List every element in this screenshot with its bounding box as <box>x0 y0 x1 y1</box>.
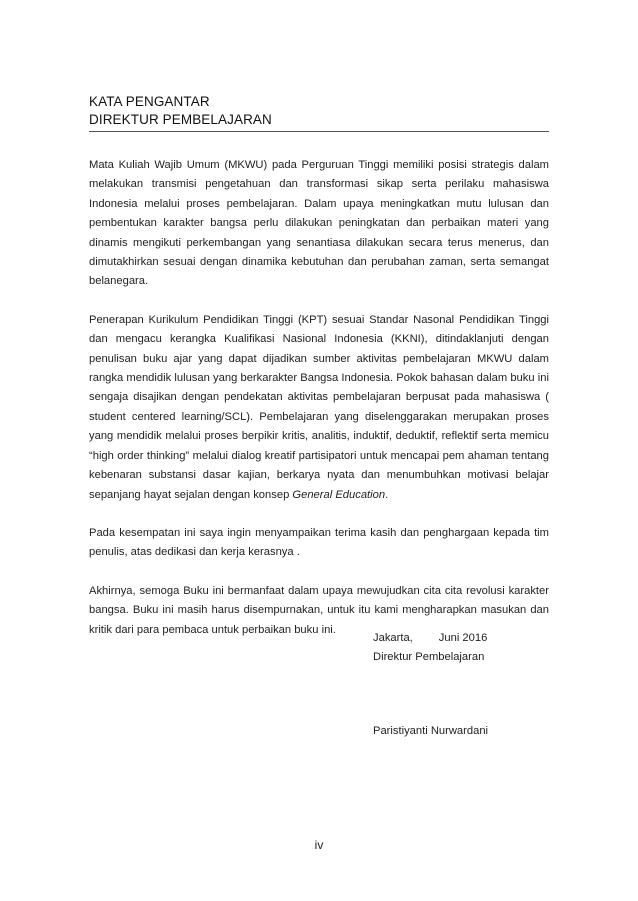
paragraph-4: Akhirnya, semoga Buku ini bermanfaat dalam upaya mewujudkan cita cita revolusi karakter bangsa. Buku ini masih harus disempurnakan, untuk itu kami mengharapkan masukan dan kritik dari para pembaca untuk perbaikan buku ini. <box>89 584 549 636</box>
heading-line-2: DIREKTUR PEMBELAJARAN <box>89 112 272 127</box>
paragraph-1: Mata Kuliah Wajib Umum (MKWU) pada Perguruan Tinggi memiliki posisi strategis dalam melakukan transmisi pengetahuan dan transformasi sikap serta perilaku mahasiswa Indonesia melalui proses pembelajaran. Dalam upaya meningkatkan mutu lulusan dan pembentukan karakter bangsa perlu dilakukan peningkatan dan perbaikan materi yang dinamis mengikuti perkembangan yang senantiasa dilakukan secara terus menerus, dan dimutakhirkan sesuai dengan dinamika kebutuhan dan perubahan zaman, serta semangat belanegara. <box>89 159 549 288</box>
signature-block <box>373 629 573 741</box>
signature-date: Juni 2016 <box>438 632 488 644</box>
signature-title: Direktur Pembelajaran <box>373 651 485 664</box>
page-number: iv <box>314 838 324 852</box>
paragraph-2-text: Penerapan Kurikulum Pendidikan Tinggi (KPT) sesuai Standar Nasonal Pendidikan Tinggi dan mengacu kerangka Kualifikasi Nasional Indonesia (KKNI), ditindaklanjuti dengan penulisan buku ajar yang dapat dijadikan sumber aktivitas pembelajaran MKWU dalam rangka mendidik lulusan yang berkarakter Bangsa Indonesia. Pokok bahasan dalam buku ini sengaja disajikan dengan pendekatan aktivitas pembelajaran berpusat pada mahasiswa ( student centered learning/SCL). Pembelajaran yang diselenggarakan merupakan proses yang mendidik melalui proses berpikir kritis, analitis, induktif, deduktif, reflektif serta memicu “high order thinking” melalui dialog kreatif partisipatori untuk mencapai pem ahaman tentang kebenaran substansi dasar kajian, berkarya nyata dan menumbuhkan motivasi belajar sepanjang hayat sejalan dengan konsep <box>89 313 549 501</box>
body-text <box>89 156 549 640</box>
paragraph-3: Pada kesempatan ini saya ingin menyampaikan terima kasih dan penghargaan kepada tim penulis, atas dedikasi dan kerja kerasnya . <box>89 526 549 559</box>
signature-name: Paristiyanti Nurwardani <box>373 724 489 737</box>
signature-place-date <box>373 629 573 648</box>
paragraph-2-italic-term: General Education <box>292 488 386 501</box>
signature-place: Jakarta, <box>373 632 413 644</box>
heading-line-1: KATA PENGANTAR <box>89 94 210 109</box>
page-heading <box>89 93 549 132</box>
paragraph-2 <box>89 311 549 505</box>
paragraph-2-end: . <box>385 488 389 501</box>
